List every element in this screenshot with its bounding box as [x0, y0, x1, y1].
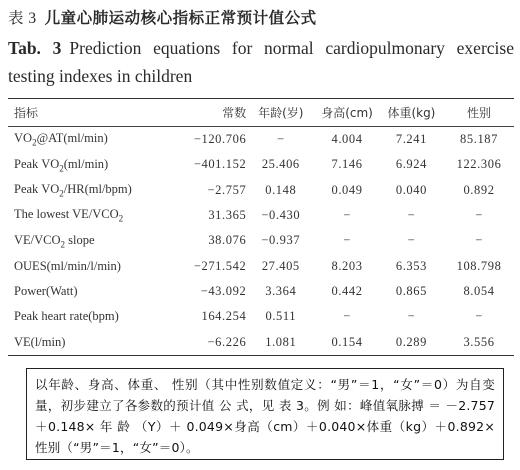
cell-weight: 0.289 — [379, 329, 444, 355]
cell-height: − — [343, 233, 351, 248]
cell-constant: −2.757 — [207, 182, 247, 197]
cell-constant: −6.226 — [177, 329, 246, 355]
table-title-english-text: Prediction equations for normal cardiopulmonary exercise testing indexes in children — [8, 38, 514, 86]
table-row — [8, 279, 514, 304]
table-row — [8, 304, 514, 329]
cell-constant: −120.706 — [193, 132, 247, 147]
cell-age: 3.364 — [265, 283, 297, 298]
cell-weight: − — [407, 208, 416, 223]
header-constant: 常数 — [177, 99, 246, 127]
cell-age: − — [276, 132, 285, 147]
cell-weight: − — [407, 233, 416, 248]
cell-sex: 0.892 — [463, 182, 495, 197]
header-weight: 体重(kg) — [379, 99, 444, 127]
cell-sex: − — [475, 309, 483, 324]
cell-index: OUES(ml/min/l/min) — [14, 258, 121, 273]
cell-sex: 108.798 — [456, 258, 502, 273]
table-title-chinese-text: 儿童心肺运动核心指标正常预计值公式 — [44, 9, 317, 27]
table-row — [8, 152, 514, 177]
cell-index: Peak $VO_2(ml/\min)$ — [14, 156, 109, 174]
table-row — [8, 203, 514, 228]
cell-sex: 3.556 — [444, 329, 514, 355]
cell-age: −0.430 — [261, 208, 301, 223]
cell-height: 8.203 — [331, 258, 363, 273]
header-age: 年龄(岁) — [246, 99, 315, 127]
table-row — [8, 253, 514, 278]
cell-index: Peak $VO_2/HR(ml/bpm)$ — [14, 181, 132, 199]
table-row — [8, 178, 514, 203]
cell-sex: 85.187 — [460, 132, 498, 147]
cell-age: 0.148 — [265, 182, 297, 197]
cell-weight: − — [407, 309, 416, 324]
table-title-english — [8, 34, 514, 90]
cell-height: 0.154 — [315, 329, 378, 355]
cell-index: $VO_2@AT(ml/\min)$ — [14, 131, 108, 148]
cell-constant: 38.076 — [208, 233, 247, 248]
cell-weight: 0.865 — [395, 283, 427, 298]
header-index: 指标 — [8, 99, 177, 127]
cell-sex: − — [475, 233, 483, 248]
cell-weight: 7.241 — [395, 132, 427, 147]
cell-index: Peak heart rate(bpm) — [14, 309, 119, 324]
cell-sex: − — [475, 208, 483, 223]
cell-weight: 0.040 — [395, 182, 427, 197]
cell-constant: 31.365 — [208, 208, 247, 223]
cell-height: 0.049 — [331, 182, 363, 197]
table-row — [8, 329, 514, 355]
cell-sex: 122.306 — [456, 157, 502, 172]
table-label-chinese: 表 3 — [8, 10, 37, 27]
cell-index: Power(Watt) — [14, 283, 78, 298]
table-header-row — [8, 99, 514, 127]
table-row — [8, 127, 514, 153]
cell-height: 4.004 — [331, 132, 363, 147]
cell-index: VE(l/min) — [8, 329, 177, 355]
cell-age: 0.511 — [265, 309, 297, 324]
prediction-equations-table — [8, 98, 514, 356]
table-row — [8, 228, 514, 253]
cell-constant: −271.542 — [193, 258, 247, 273]
cell-constant: −401.152 — [193, 157, 247, 172]
cell-weight: 6.924 — [395, 157, 427, 172]
cell-height: − — [343, 208, 351, 223]
table-title-chinese — [8, 6, 518, 28]
cell-height: 0.442 — [331, 283, 363, 298]
cell-age: −0.937 — [261, 233, 301, 248]
table-label-english: Tab. 3 — [8, 38, 62, 58]
cell-age: 27.405 — [261, 258, 300, 273]
note-box: 以年龄、身高、体重、 性别（其中性别数值定义：“男”＝1，“女”＝0）为自变量，初步建立了各参数的预计值 公 式，见 表 3。例 如：峰值氧脉搏 ＝ －2.757＋0.148× 年 龄 （Y）＋ 0.049×身高（cm）＋0.040×体重（kg）＋0.892×性别（“男”＝1，“女”＝0）。 — [26, 368, 504, 460]
cell-constant: −43.092 — [200, 283, 247, 298]
cell-height: − — [343, 309, 351, 324]
cell-height: 7.146 — [331, 157, 363, 172]
cell-index: The lowest $VE/VCO_2$ — [14, 207, 124, 224]
header-height: 身高(cm) — [315, 99, 378, 127]
cell-constant: 164.254 — [201, 309, 247, 324]
header-sex: 性别 — [444, 99, 514, 127]
cell-index: $VE/VCO_2$ slope — [14, 232, 95, 250]
cell-age: 1.081 — [246, 329, 315, 355]
cell-sex: 8.054 — [463, 283, 495, 298]
cell-weight: 6.353 — [395, 258, 427, 273]
cell-age: 25.406 — [261, 157, 300, 172]
